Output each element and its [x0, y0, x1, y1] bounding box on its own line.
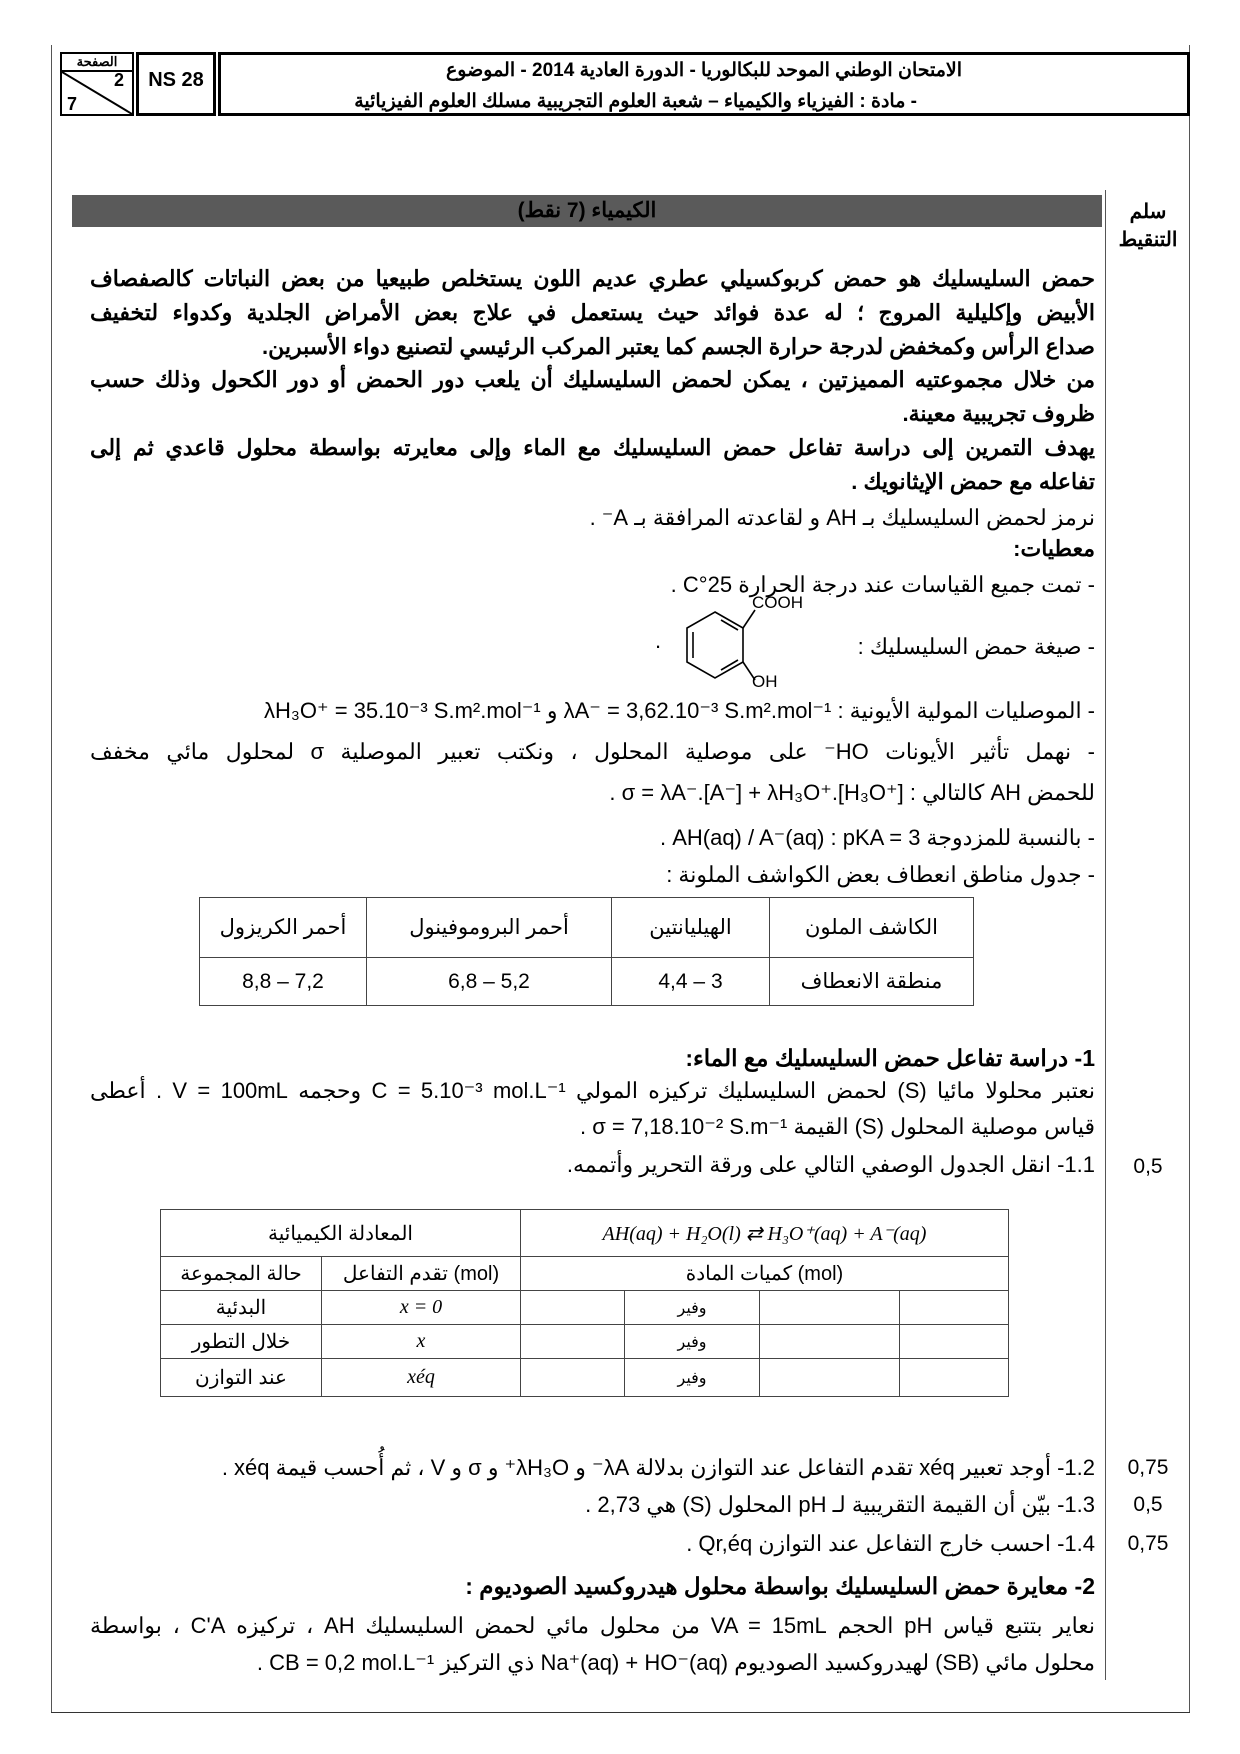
table-row — [161, 1325, 1009, 1359]
score: 0,75 — [1127, 1532, 1169, 1555]
amount-cell — [521, 1325, 625, 1359]
amount-cell: وفير — [625, 1291, 760, 1325]
state-cell: خلال التطور — [161, 1325, 322, 1359]
score: 0,5 — [1133, 1155, 1163, 1178]
neglect-line-2: للحمض AH كالتالي : σ = λA⁻.[A⁻] + λH₃O⁺.[H₃O⁺] . — [609, 780, 1095, 805]
table-row — [161, 1257, 1009, 1291]
question-1-4: 1.4- احسب خارج التفاعل عند التوازن Qr,éq . — [686, 1531, 1095, 1556]
table-cell: 3 – 4,4 — [612, 958, 770, 1006]
amount-cell — [760, 1359, 900, 1397]
intro-line: يهدف التمرين إلى دراسة تفاعل حمض السليسليك مع الماء وإلى معايرته بواسطة محلول قاعدي ثم إلى — [90, 435, 1095, 460]
intro-line: صداع الرأس وكمخفض لدرجة حرارة الجسم كما يعتبر المركب الرئيسي لتصنيع دواء الأسبرين. — [261, 334, 1095, 359]
score: 0,5 — [1133, 1493, 1163, 1516]
amount-cell: وفير — [625, 1359, 760, 1397]
table-cell: منطقة الانعطاف — [770, 958, 974, 1006]
data-title: معطيات: — [1013, 536, 1095, 561]
part1-line: قياس موصلية المحلول (S) القيمة σ = 7,18.10⁻² S.m⁻¹ . — [579, 1114, 1095, 1139]
exam-title-box — [218, 52, 1190, 116]
state-header: حالة المجموعة — [161, 1257, 322, 1291]
equation-label: المعادلة الكيميائية — [161, 1210, 521, 1257]
grading-header — [1110, 198, 1186, 254]
table-header-cell: أحمر الكريزول — [200, 898, 367, 958]
score: 0,75 — [1127, 1456, 1169, 1479]
state-cell: عند التوازن — [161, 1359, 322, 1397]
page-border-left — [51, 45, 52, 1712]
state-cell: البدئية — [161, 1291, 322, 1325]
temperature-line: - تمت جميع القياسات عند درجة الحرارة 25°C . — [670, 572, 1095, 597]
advance-cell: x = 0 — [322, 1291, 521, 1325]
amount-cell — [521, 1359, 625, 1397]
part1-line: نعتبر محلولا مائيا (S) لحمض السليسليك تركيزه المولي C = 5.10⁻³ mol.L⁻¹ وحجمه V = 100mL . أعطى — [90, 1078, 1095, 1103]
page-total: 7 — [67, 94, 78, 114]
amount-cell — [521, 1291, 625, 1325]
grading-label-1: سلم — [1129, 201, 1167, 223]
advance-header: تقدم التفاعل (mol) — [322, 1257, 521, 1291]
part2-line: محلول مائي (SB) لهيدروكسيد الصوديوم Na⁺(aq) + HO⁻(aq) ذي التركيز CB = 0,2 mol.L⁻¹ . — [256, 1650, 1095, 1675]
intro-line: ظروف تجريبية معينة. — [902, 401, 1095, 426]
notation-line: نرمز لحمض السليسليك بـ AH و لقاعدته المرافقة بـ A⁻ . — [589, 505, 1095, 530]
part1-title: 1- دراسة تفاعل حمض السليسليك مع الماء: — [685, 1045, 1095, 1071]
intro-line: من خلال مجموعتيه المميزتين ، يمكن لحمض السليسليك أن يلعب دور الحمض أو دور الكحول وذلك حسب — [90, 367, 1095, 392]
chemical-equation: AH(aq) + H₂O(l) ⇄ H₃O⁺(aq) + A⁻(aq) — [521, 1210, 1009, 1257]
part2-title: 2- معايرة حمض السليسليك بواسطة محلول هيدروكسيد الصوديوم : — [465, 1573, 1095, 1599]
grading-label-2: التنقيط — [1118, 229, 1178, 251]
section-title-bar — [72, 195, 1102, 227]
question-1-1: 1.1- انقل الجدول الوصفي التالي على ورقة التحرير وأتممه. — [566, 1152, 1095, 1177]
section-title: الكيمياء (7 نقط) — [517, 199, 657, 222]
table-cell: 5,2 – 6,8 — [367, 958, 612, 1006]
amounts-header: كميات المادة (mol) — [521, 1257, 1009, 1291]
pka-line: - بالنسبة للمزدوجة AH(aq) / A⁻(aq) : pKA = 3 . — [659, 825, 1095, 850]
page-border-right — [1189, 45, 1190, 1712]
amount-cell — [900, 1325, 1009, 1359]
table-cell: 7,2 – 8,8 — [200, 958, 367, 1006]
page-label: الصفحة — [62, 54, 132, 72]
advance-cell: xéq — [322, 1359, 521, 1397]
formula-label: - صيغة حمض السليسليك : — [857, 634, 1095, 659]
advance-cell: x — [322, 1325, 521, 1359]
table-row — [161, 1210, 1009, 1257]
question-1-3: 1.3- بيّن أن القيمة التقريبية لـ pH المحلول (S) هي 2,73 . — [585, 1492, 1095, 1517]
indicators-table — [199, 897, 974, 1006]
exam-code: NS 28 — [148, 69, 204, 91]
cooh-label: COOH — [752, 593, 803, 612]
table-header-cell: الكاشف الملون — [770, 898, 974, 958]
intro-line: الأبيض وإكليلية المروج ؛ له عدة فوائد حيث يستعمل في علاج بعض الأمراض الجلدية وكدواء لتخفيف — [90, 300, 1095, 325]
exam-title-line2: - مادة : الفيزياء والكيمياء – شعبة العلوم التجريبية مسلك العلوم الفيزيائية — [354, 91, 917, 112]
oh-label: OH — [752, 672, 778, 691]
intro-line: تفاعله مع حمض الإيثانويك . — [851, 469, 1095, 494]
table-header-cell: الهيليانتين — [612, 898, 770, 958]
table-row — [200, 958, 974, 1006]
advancement-table — [160, 1209, 1009, 1397]
conductivities-line: - الموصليات المولية الأيونية : λA⁻ = 3,62.10⁻³ S.m².mol⁻¹ و λH₃O⁺ = 35.10⁻³ S.m².mol⁻¹ — [264, 698, 1095, 723]
exam-title-line1: الامتحان الوطني الموحد للبكالوريا - الدورة العادية 2014 - الموضوع — [445, 60, 963, 81]
table-row — [161, 1291, 1009, 1325]
intro-line: حمض السليسليك هو حمض كربوكسيلي عطري عديم اللون يستخلص طبيعيا من بعض النباتات كالصفصاف — [90, 266, 1095, 291]
formula-dot: . — [655, 628, 662, 653]
table-header-cell: أحمر البروموفينول — [367, 898, 612, 958]
page-number-box — [60, 52, 134, 116]
question-1-2: 1.2- أوجد تعبير xéq تقدم التفاعل عند التوازن بدلالة λA⁻ و λH₃O⁺ و σ و V ، ثم أُحسب قيمة xéq . — [221, 1455, 1095, 1480]
exam-code-box — [136, 52, 216, 116]
table-row — [200, 898, 974, 958]
page-number: 2 — [113, 70, 124, 90]
part2-line: نعاير بتتبع قياس pH الحجم VA = 15mL من محلول مائي لحمض السليسليك AH ، تركيزه C'A ، بواسطة — [90, 1613, 1096, 1638]
amount-cell — [760, 1325, 900, 1359]
amount-cell: وفير — [625, 1325, 760, 1359]
indicator-table-title: - جدول مناطق انعطاف بعض الكواشف الملونة : — [666, 862, 1095, 887]
amount-cell — [900, 1291, 1009, 1325]
page-border-bottom — [51, 1712, 1190, 1713]
amount-cell — [760, 1291, 900, 1325]
grading-column-divider — [1105, 190, 1106, 1680]
amount-cell — [900, 1359, 1009, 1397]
table-row — [161, 1359, 1009, 1397]
neglect-line-1: - نهمل تأثير الأيونات HO⁻ على موصلية المحلول ، ونكتب تعبير الموصلية σ لمحلول مائي مخفف — [90, 739, 1095, 764]
